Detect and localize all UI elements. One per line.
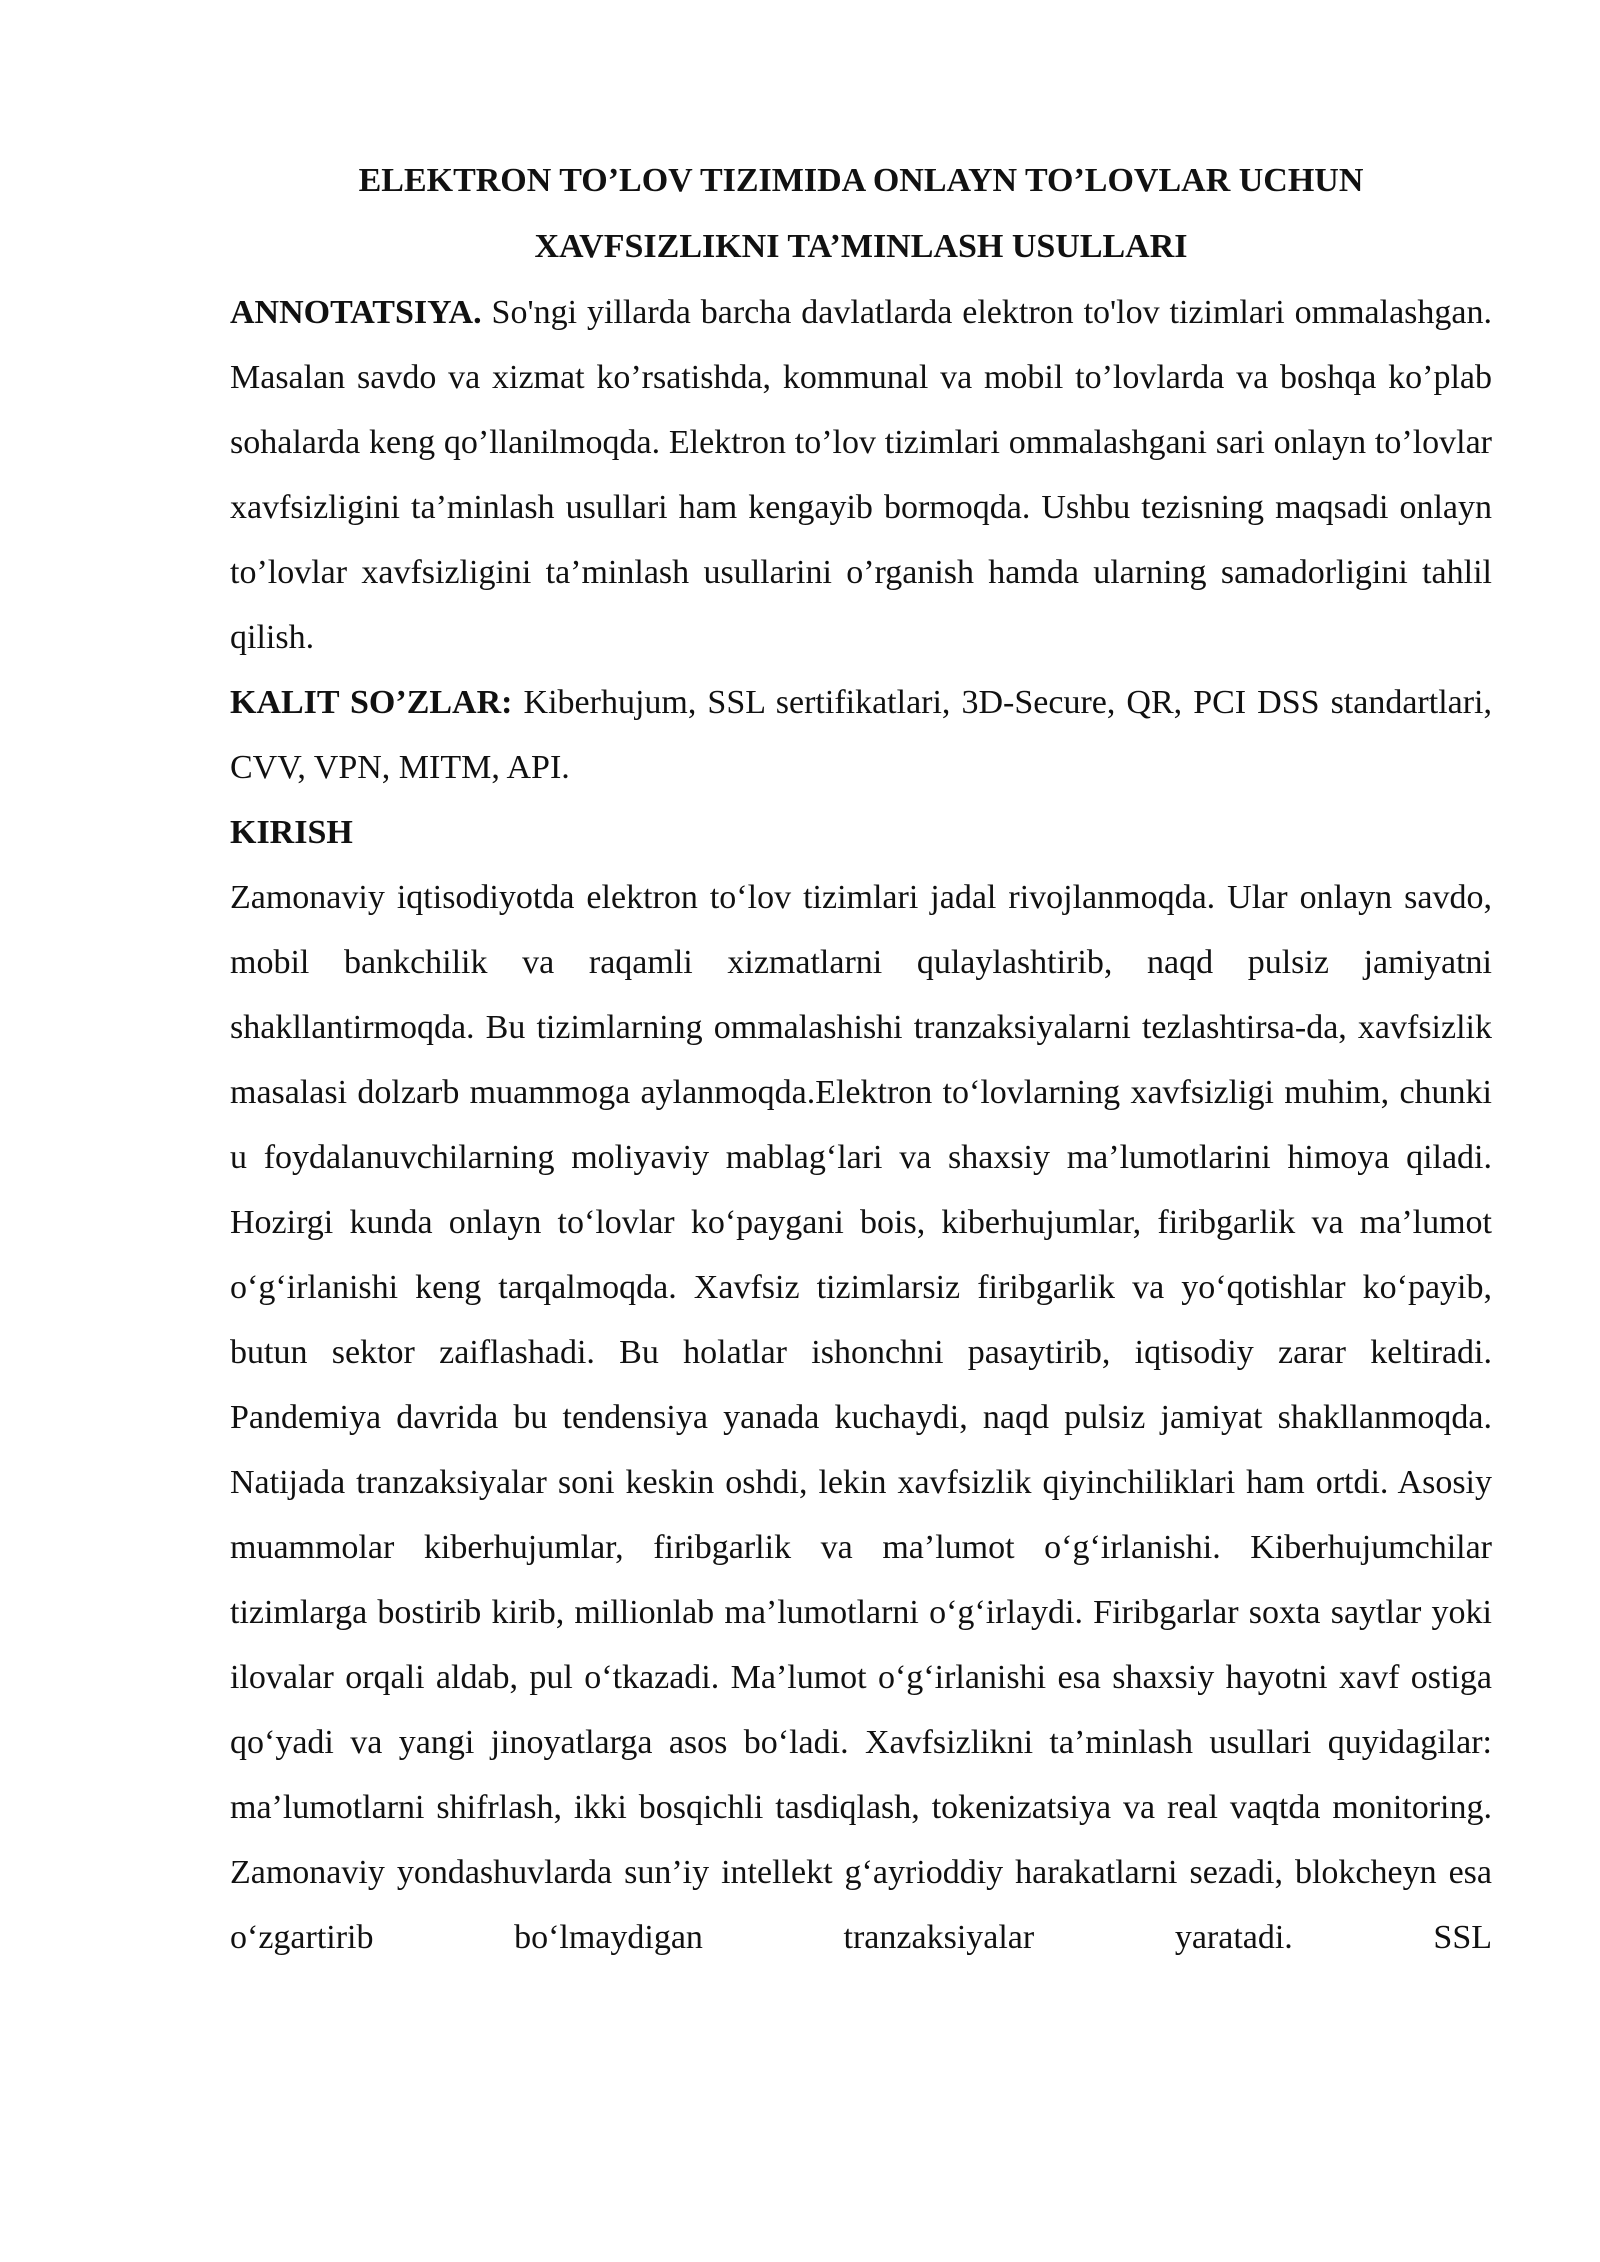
- document-body: [230, 148, 1492, 1970]
- annotation-label: ANNOTATSIYA.: [230, 294, 482, 331]
- annotation-paragraph: [230, 280, 1492, 670]
- annotation-text: So'ngi yillarda barcha davlatlarda elektron to'lov tizimlari ommalashgan. Masalan savdo va xizmat ko’rsatishda, kommunal va mobil to’lovlarda va boshqa ko’plab sohalarda keng qo’llanilmoqda. Elektron to’lov tizimlari ommalashgani sari onlayn to’lovlar xavfsizligini ta’minlash usullari ham kengayib bormoqda. Ushbu tezisning maqsadi onlayn to’lovlar xavfsizligini ta’minlash usullarini o’rganish hamda ularning samadorligini tahlil qilish.: [230, 294, 1492, 656]
- document-title: [230, 148, 1492, 280]
- keywords-label: KALIT SO’ZLAR:: [230, 684, 513, 721]
- title-line-1: ELEKTRON TO’LOV TIZIMIDA ONLAYN TO’LOVLAR UCHUN: [358, 162, 1364, 199]
- keywords-paragraph: [230, 670, 1492, 800]
- intro-paragraph: Zamonaviy iqtisodiyotda elektron to‘lov tizimlari jadal rivojlanmoqda. Ular onlayn savdo, mobil bankchilik va raqamli xizmatlarni qulaylashtirib, naqd pulsiz jamiyatni shakllantirmoqda. Bu tizimlarning ommalashishi tranzaksiyalarni tezlashtirsa-da, xavfsizlik masalasi dolzarb muammoga aylanmoqda.Elektron to‘lovlarning xavfsizligi muhim, chunki u foydalanuvchilarning moliyaviy mablag‘lari va shaxsiy ma’lumotlarini himoya qiladi. Hozirgi kunda onlayn to‘lovlar ko‘paygani bois, kiberhujumlar, firibgarlik va ma’lumot o‘g‘irlanishi keng tarqalmoqda. Xavfsiz tizimlarsiz firibgarlik va yo‘qotishlar ko‘payib, butun sektor zaiflashadi. Bu holatlar ishonchni pasaytirib, iqtisodiy zarar keltiradi. Pandemiya davrida bu tendensiya yanada kuchaydi, naqd pulsiz jamiyat shakllanmoqda. Natijada tranzaksiyalar soni keskin oshdi, lekin xavfsizlik qiyinchiliklari ham ortdi. Asosiy muammolar kiberhujumlar, firibgarlik va ma’lumot o‘g‘irlanishi. Kiberhujumchilar tizimlarga bostirib kirib, millionlab ma’lumotlarni o‘g‘irlaydi. Firibgarlar soxta saytlar yoki ilovalar orqali aldab, pul o‘tkazadi. Ma’lumot o‘g‘irlanishi esa shaxsiy hayotni xavf ostiga qo‘yadi va yangi jinoyatlarga asos bo‘ladi. Xavfsizlikni ta’minlash usullari quyidagilar: ma’lumotlarni shifrlash, ikki bosqichli tasdiqlash, tokenizatsiya va real vaqtda monitoring. Zamonaviy yondashuvlarda sun’iy intellekt g‘ayrioddiy harakatlarni sezadi, blokcheyn esa o‘zgartirib bo‘lmaydigan tranzaksiyalar yaratadi. SSL: [230, 879, 1492, 1956]
- keywords-text: Kiberhujum, SSL sertifikatlari, 3D-Secure, QR, PCI DSS standartlari, CVV, VPN, MITM, API.: [230, 684, 1493, 786]
- title-line-2: XAVFSIZLIKNI TA’MINLASH USULLARI: [534, 228, 1188, 265]
- intro-heading: KIRISH: [230, 814, 353, 851]
